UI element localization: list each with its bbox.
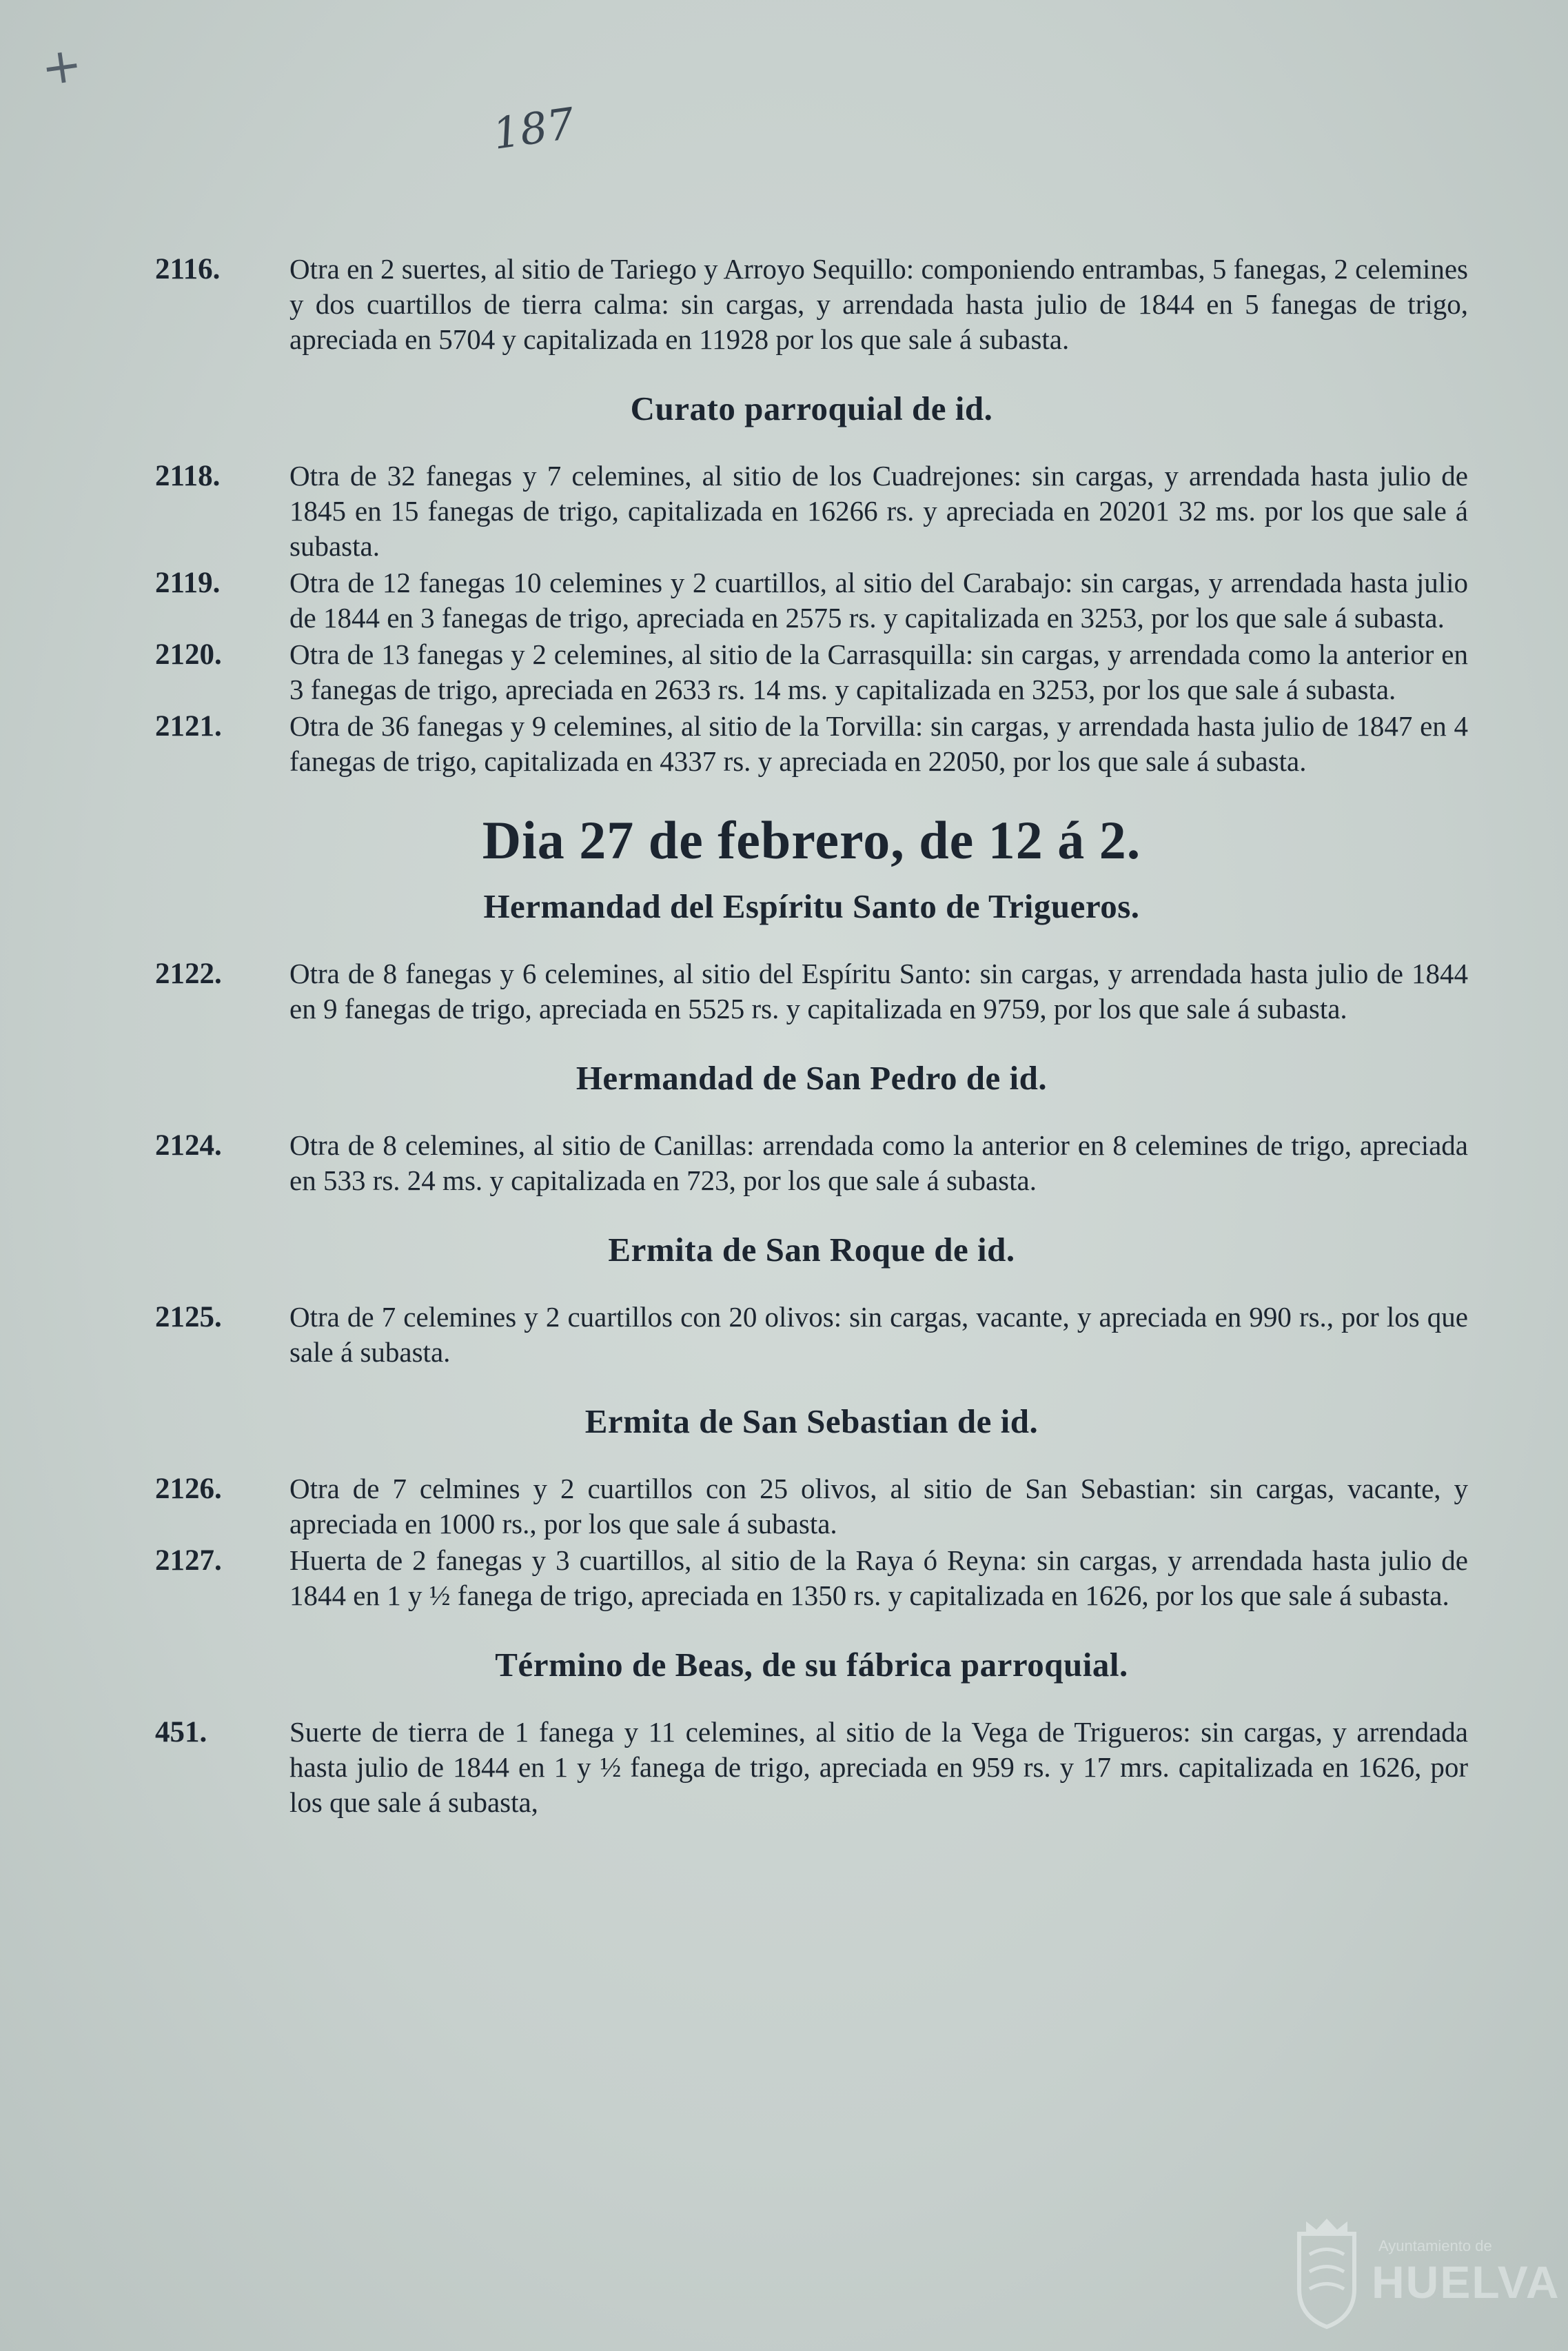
entry-2126 bbox=[155, 1471, 1468, 1542]
entry-text: Otra de 7 celemines y 2 cuartillos con 20 olivos: sin cargas, vacante, y apreciada en 990 rs., por los que sale á subasta. bbox=[289, 1301, 1468, 1368]
entry-number: 2119. bbox=[155, 567, 221, 599]
entry-2125 bbox=[155, 1300, 1468, 1370]
entry-number: 2126. bbox=[155, 1473, 222, 1505]
section-heading-san-pedro: Hermandad de San Pedro de id. bbox=[576, 1059, 1048, 1097]
entry-number: 2120. bbox=[155, 638, 222, 671]
entry-2127 bbox=[155, 1543, 1468, 1613]
folio-number: 187 bbox=[489, 98, 578, 159]
entry-number: 2127. bbox=[155, 1544, 222, 1577]
entry-2118 bbox=[155, 458, 1468, 564]
section-heading-espiritu-santo: Hermandad del Espíritu Santo de Trigueros. bbox=[483, 887, 1140, 925]
entry-text: Otra de 13 fanegas y 2 celemines, al sitio de la Carrasquilla: sin cargas, y arrendada como la anterior en 3 fanegas de trigo, apreciada en 2633 rs. 14 ms. y capitalizada en 3253, por los que sale á subasta. bbox=[289, 638, 1468, 705]
entry-2122 bbox=[155, 956, 1468, 1027]
entry-text: Otra de 36 fanegas y 9 celemines, al sitio de la Torvilla: sin cargas, y arrendada hasta julio de 1847 en 4 fanegas de trigo, capitalizada en 4337 rs. y apreciada en 22050, por los que sale á subasta. bbox=[289, 710, 1468, 777]
entry-number: 2121. bbox=[155, 710, 222, 743]
entry-text: Suerte de tierra de 1 fanega y 11 celemines, al sitio de la Vega de Trigueros: sin cargas, y arrendada hasta julio de 1844 en 1 y ½ fanega de trigo, apreciada en 959 rs. y 17 mrs. capitalizada en 1626, por los que sale á subasta, bbox=[289, 1716, 1468, 1818]
entry-2119 bbox=[155, 565, 1468, 636]
watermark-title: HUELVA bbox=[1372, 2257, 1560, 2308]
entry-text: Otra en 2 suertes, al sitio de Tariego y Arroyo Sequillo: componiendo entrambas, 5 fanegas, 2 celemines y dos cuartillos de tierra calma: sin cargas, y arrendada hasta julio de 1844 en 5 fanegas de trigo, apreciada en 5704 y capitalizada en 11928 por los que sale á subasta. bbox=[289, 253, 1468, 355]
section-heading-san-sebastian: Ermita de San Sebastian de id. bbox=[584, 1402, 1039, 1440]
entry-number: 2125. bbox=[155, 1301, 222, 1333]
entry-text: Huerta de 2 fanegas y 3 cuartillos, al sitio de la Raya ó Reyna: sin cargas, y arrendada hasta julio de 1844 en 1 y ½ fanega de trigo, apreciada en 1350 rs. y capitalizada en 1626, por los que sale á subasta. bbox=[289, 1544, 1468, 1611]
section-heading-san-roque: Ermita de San Roque de id. bbox=[608, 1231, 1015, 1269]
archive-watermark bbox=[1275, 2213, 1560, 2344]
entry-text: Otra de 12 fanegas 10 celemines y 2 cuartillos, al sitio del Carabajo: sin cargas, y arrendada hasta julio de 1844 en 3 fanegas de trigo, apreciada en 2575 rs. y capitalizada en 3253, por los que sale á subasta. bbox=[289, 567, 1468, 634]
entry-number: 2118. bbox=[155, 460, 221, 492]
coat-of-arms-icon bbox=[1289, 2213, 1365, 2330]
entry-text: Otra de 8 celemines, al sitio de Canillas: arrendada como la anterior en 8 celemines de trigo, apreciada en 533 rs. 24 ms. y capitalizada en 723, por los que sale á subasta. bbox=[289, 1129, 1468, 1196]
section-heading-curato: Curato parroquial de id. bbox=[630, 390, 993, 427]
section-heading-beas: Término de Beas, de su fábrica parroquial. bbox=[495, 1646, 1128, 1684]
entry-2120 bbox=[155, 637, 1468, 707]
entry-number: 2124. bbox=[155, 1129, 222, 1162]
corner-cross-mark: + bbox=[37, 35, 86, 97]
watermark-caption: Ayuntamiento de bbox=[1378, 2237, 1492, 2254]
entry-2121 bbox=[155, 709, 1468, 779]
entry-2116 bbox=[155, 252, 1468, 357]
day-heading: Dia 27 de febrero, de 12 á 2. bbox=[482, 810, 1141, 870]
document-body bbox=[155, 252, 1468, 1820]
entry-451 bbox=[155, 1715, 1468, 1820]
entry-text: Otra de 8 fanegas y 6 celemines, al sitio del Espíritu Santo: sin cargas, y arrendada hasta julio de 1844 en 9 fanegas de trigo, apreciada en 5525 rs. y capitalizada en 9759, por los que sale á subasta. bbox=[289, 958, 1468, 1025]
entry-number: 2122. bbox=[155, 958, 222, 990]
entry-text: Otra de 32 fanegas y 7 celemines, al sitio de los Cuadrejones: sin cargas, y arrendada hasta julio de 1845 en 15 fanegas de trigo, capitalizada en 16266 rs. y apreciada en 20201 32 ms. por los que sale á subasta. bbox=[289, 460, 1468, 562]
entry-text: Otra de 7 celmines y 2 cuartillos con 25 olivos, al sitio de San Sebastian: sin cargas, vacante, y apreciada en 1000 rs., por los que sale á subasta. bbox=[289, 1473, 1468, 1540]
entry-number: 451. bbox=[155, 1716, 207, 1748]
entry-number: 2116. bbox=[155, 253, 221, 285]
entry-2124 bbox=[155, 1128, 1468, 1198]
